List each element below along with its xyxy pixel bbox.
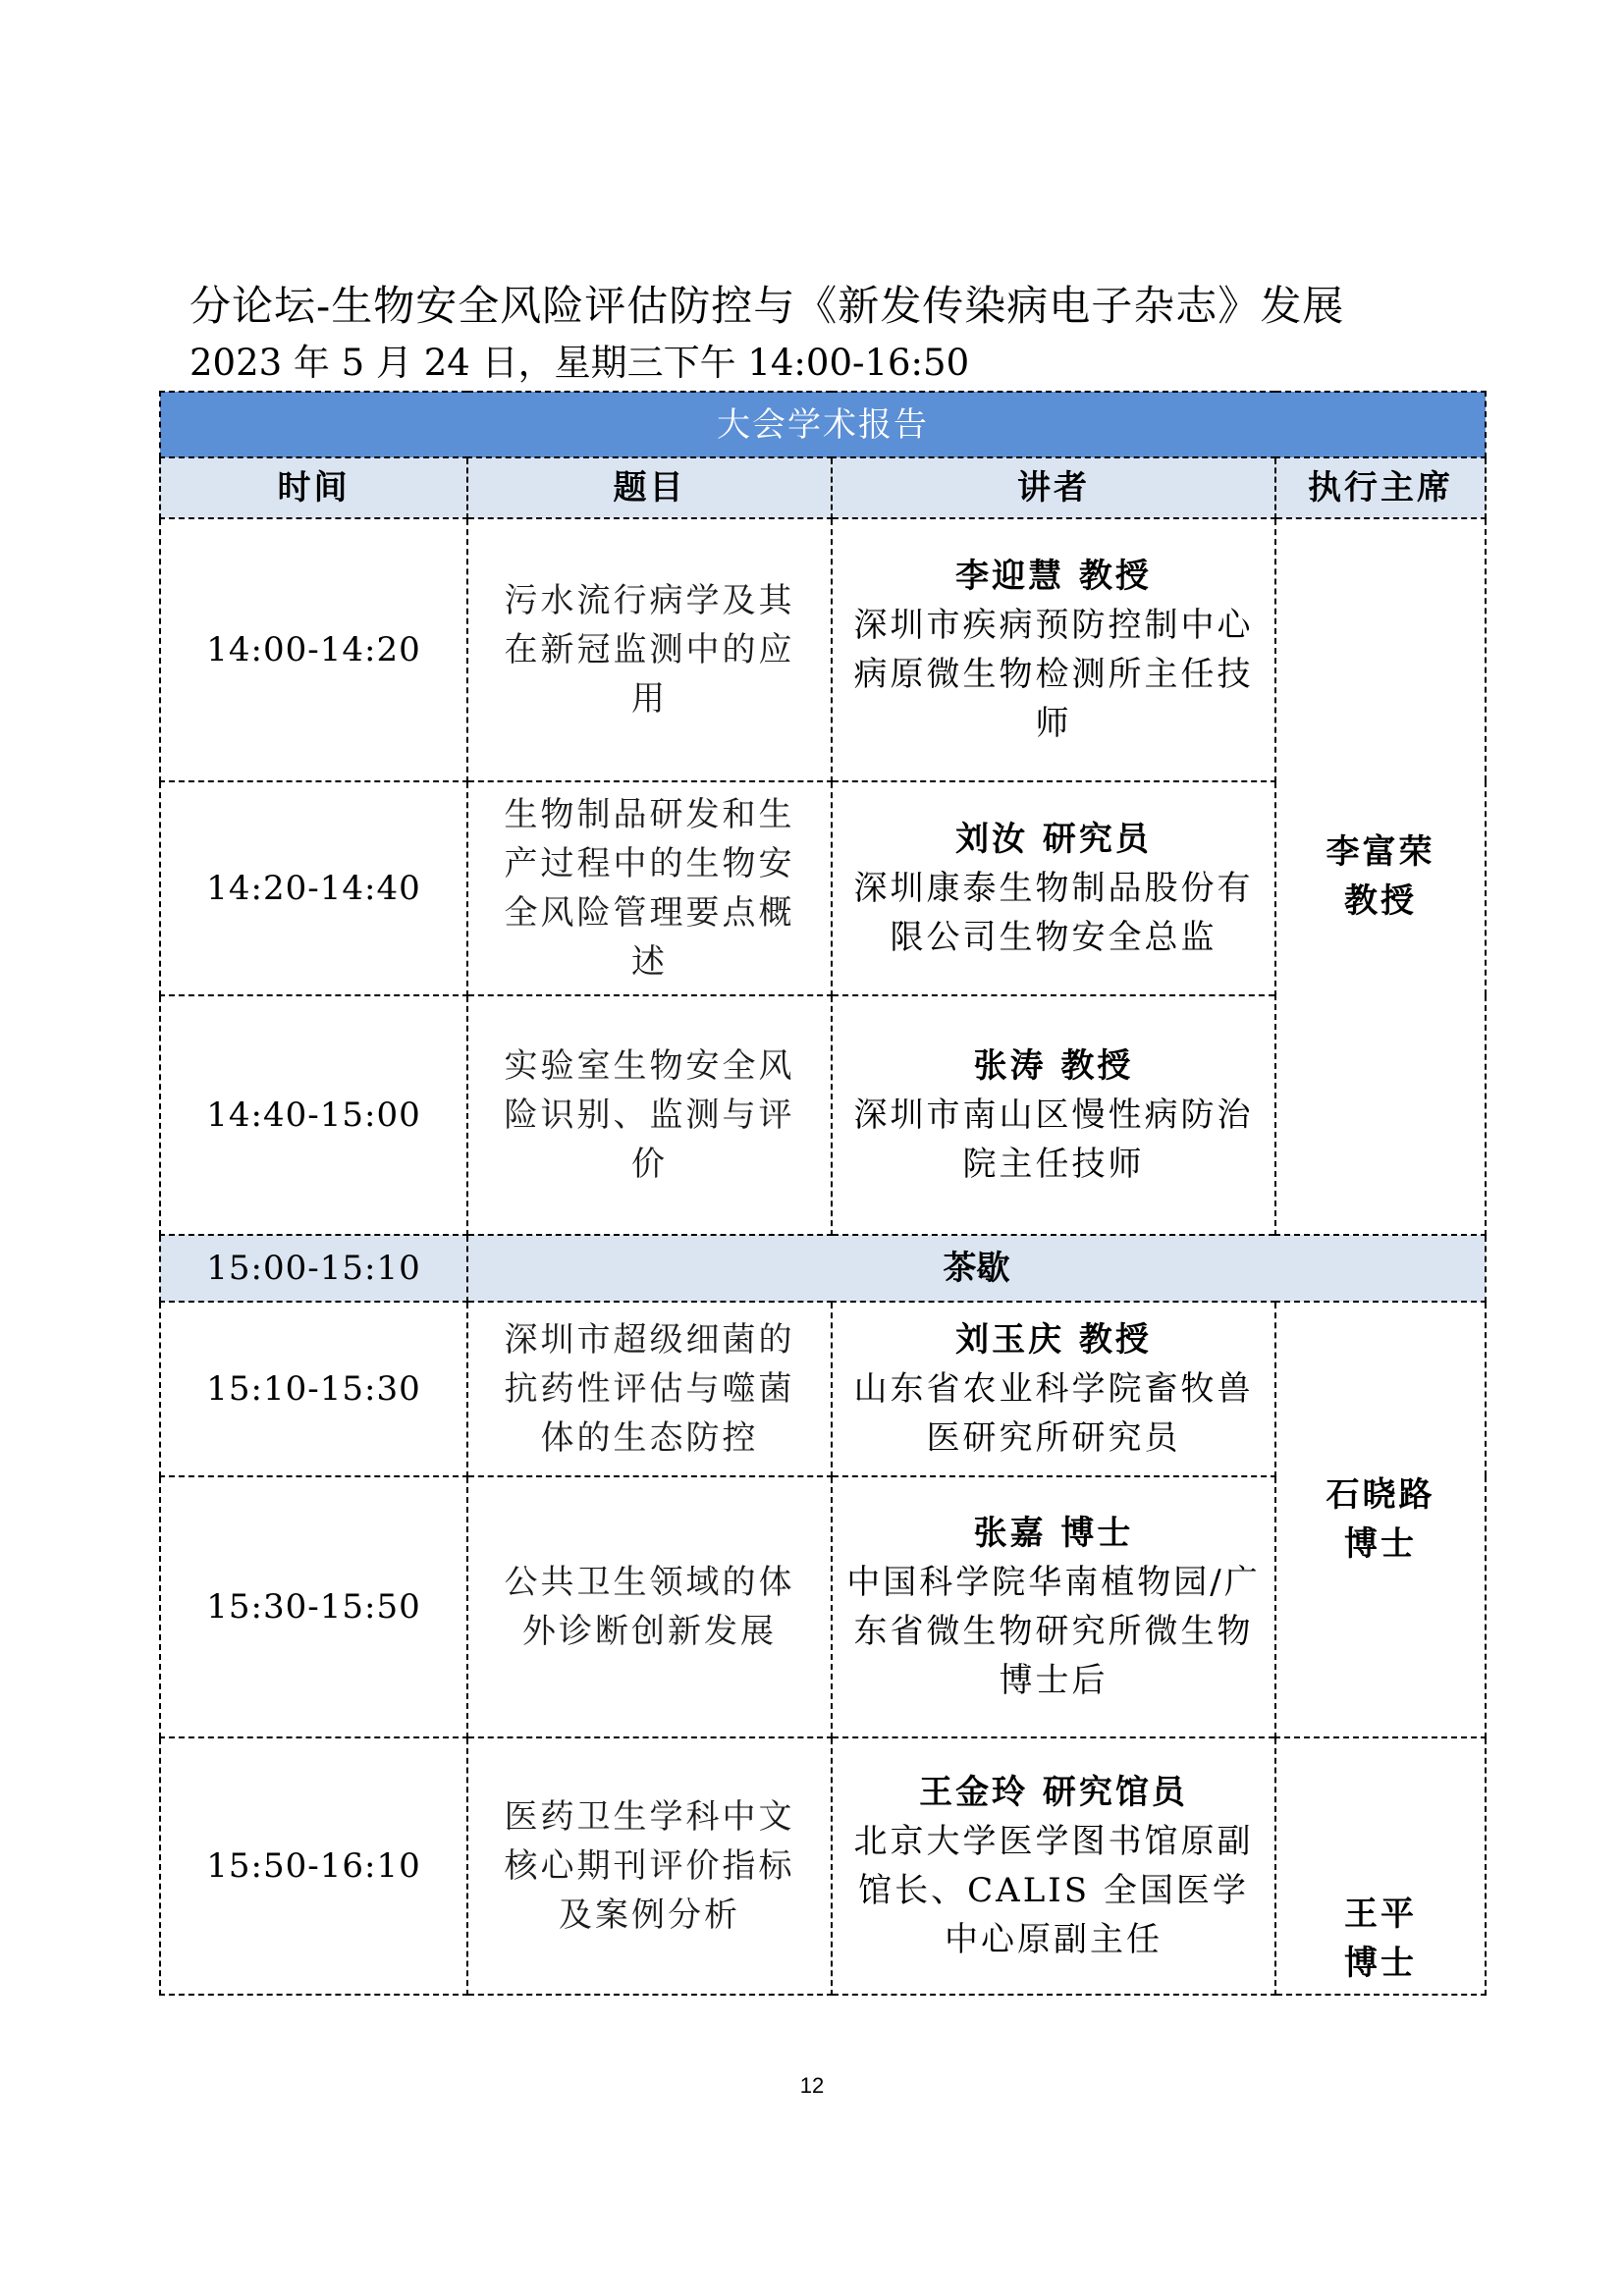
speaker-name: 王金玲 研究馆员 [919,1773,1188,1812]
banner-title: 大会学术报告 [160,392,1486,457]
column-header-row [160,457,1486,518]
session-row [160,1302,1486,1476]
session-topic: 医药卫生学科中文核心期刊评价指标及案例分析 [467,1737,832,1995]
session-time: 14:40-15:00 [160,995,467,1235]
page-number: 12 [799,2073,825,2098]
speaker-affiliation: 深圳康泰生物制品股份有限公司生物安全总监 [853,869,1254,957]
column-header-chair: 执行主席 [1275,457,1486,518]
column-header-time: 时间 [160,457,467,518]
break-time: 15:00-15:10 [160,1235,467,1302]
date-time-line: 2023 年 5 月 24 日，星期三下午 14:00-16:50 [189,342,970,384]
session-topic: 实验室生物安全风险识别、监测与评价 [467,995,832,1235]
chair-title: 博士 [1344,1524,1417,1564]
speaker-name: 刘玉庆 教授 [955,1320,1152,1360]
chair-title: 教授 [1344,881,1417,921]
session-topic: 公共卫生领域的体外诊断创新发展 [467,1476,832,1737]
speaker-affiliation: 深圳市南山区慢性病防治院主任技师 [853,1095,1254,1184]
session-time: 15:50-16:10 [160,1737,467,1995]
session-topic: 生物制品研发和生产过程中的生物安全风险管理要点概述 [467,781,832,995]
session-speaker [832,1302,1275,1476]
speaker-affiliation: 中国科学院华南植物园/广东省微生物研究所微生物博士后 [846,1563,1261,1700]
session-time: 15:30-15:50 [160,1476,467,1737]
session-chair [1275,1302,1486,1737]
page-heading: 分论坛-生物安全风险评估防控与《新发传染病电子杂志》发展 [189,282,1345,330]
schedule-table [159,391,1487,1996]
column-header-speaker: 讲者 [832,457,1275,518]
session-row [160,518,1486,781]
session-speaker [832,995,1275,1235]
session-speaker [832,781,1275,995]
session-time: 15:10-15:30 [160,1302,467,1476]
speaker-name: 刘汝 研究员 [955,820,1152,859]
speaker-name: 张涛 教授 [973,1046,1134,1086]
speaker-affiliation: 北京大学医学图书馆原副馆长、CALIS 全国医学中心原副主任 [853,1822,1254,1959]
session-speaker [832,518,1275,781]
speaker-name: 李迎慧 教授 [955,557,1152,596]
session-speaker [832,1476,1275,1737]
chair-name: 李富荣 [1326,832,1435,872]
break-label: 茶歇 [467,1235,1486,1302]
session-time: 14:00-14:20 [160,518,467,781]
banner-row [160,392,1486,457]
session-time: 14:20-14:40 [160,781,467,995]
session-row [160,1737,1486,1995]
speaker-name: 张嘉 博士 [973,1514,1134,1553]
chair-name: 王平 [1344,1895,1417,1934]
speaker-affiliation: 山东省农业科学院畜牧兽医研究所研究员 [853,1369,1254,1458]
session-chair [1275,1737,1486,1995]
session-topic: 污水流行病学及其在新冠监测中的应用 [467,518,832,781]
session-chair [1275,518,1486,1235]
session-topic: 深圳市超级细菌的抗药性评估与噬菌体的生态防控 [467,1302,832,1476]
column-header-topic: 题目 [467,457,832,518]
tea-break-row [160,1235,1486,1302]
chair-name: 石晓路 [1326,1475,1435,1515]
session-speaker [832,1737,1275,1995]
speaker-affiliation: 深圳市疾病预防控制中心病原微生物检测所主任技师 [853,606,1254,743]
chair-title: 博士 [1344,1944,1417,1983]
